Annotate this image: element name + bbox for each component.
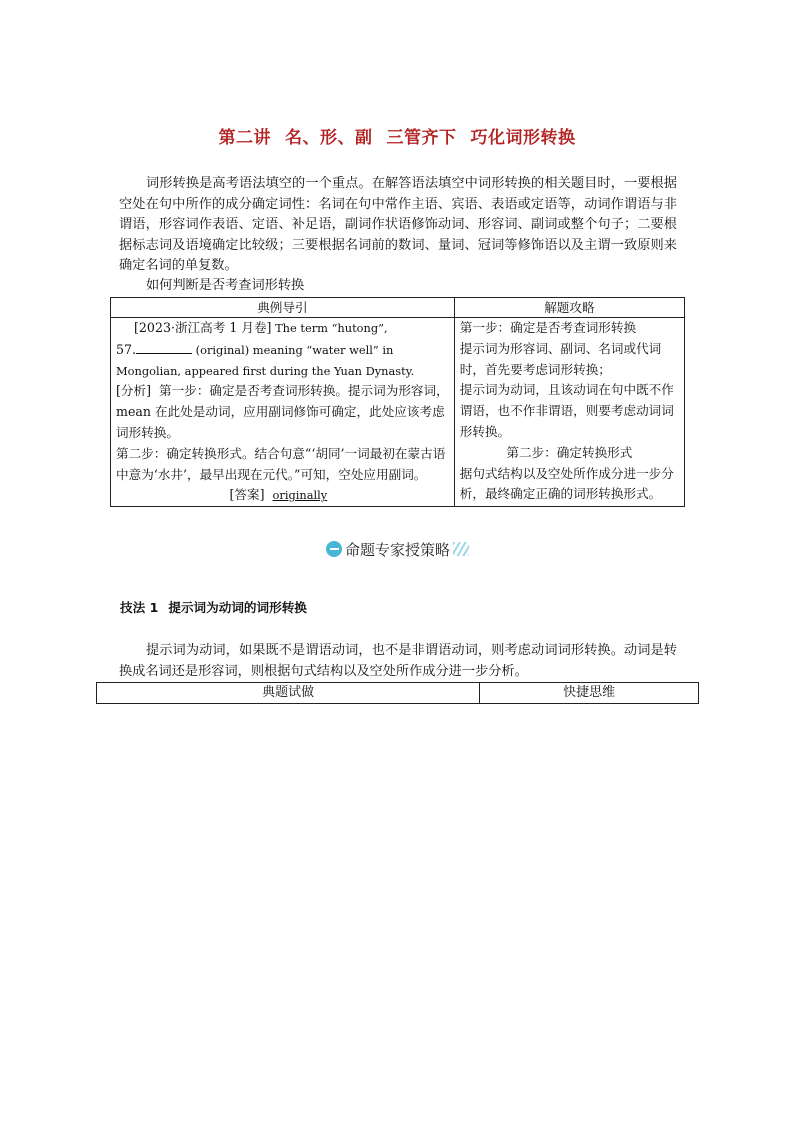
analysis-step-1-text: 第一步：确定是否考查词形转换。提示词为形容词，mean 在此处是动词，应用副词修饰可确定，此处应该考虑词形转换。 [116, 383, 449, 440]
skill-title: 提示词为动词的词形转换 [168, 600, 307, 615]
guide-table [110, 297, 685, 507]
strategy-cell [454, 318, 684, 507]
answer-label: [答案] [229, 487, 265, 503]
strategy-step-1: 第一步：确定是否考查词形转换 [459, 320, 637, 335]
strategy-step-2: 第二步：确定转换形式 [506, 444, 633, 460]
example-sentence-rest: (original) meaning “water well” in Mongolian, appeared first during the Yuan Dynasty. [116, 342, 415, 378]
answer-value: originally [272, 488, 328, 503]
example-line-1 [116, 318, 449, 339]
strategy-step-1a: 提示词为形容词、副词、名词或代词时，首先要考虑词形转换； [459, 340, 662, 377]
analysis-label: [分析] [116, 383, 152, 399]
header-practice: 典题试做 [97, 683, 480, 704]
example-sentence-start: The term “hutong”, [271, 321, 388, 335]
header-strategy: 解题攻略 [454, 298, 684, 318]
strategy-step-1b: 提示词为动词，且该动词在句中既不作谓语，也不作非谓语，则要考虑动词词形转换。 [459, 382, 674, 439]
guide-table-row [111, 318, 685, 507]
practice-table-header [97, 683, 699, 704]
title-part-approach: 三管齐下 [386, 128, 457, 148]
banner-text: 命题专家授策略 [345, 540, 451, 559]
analysis-step-1 [116, 381, 449, 443]
title-part-categories: 名、形、副 [285, 128, 373, 148]
example-cell [111, 318, 455, 507]
guide-table-header [111, 298, 685, 318]
lead-line: 如何判断是否考查词形转换 [146, 278, 305, 293]
analysis-step-2: 第二步：确定转换形式。结合句意“‘胡同’一词最初在蒙古语中意为‘水井’，最早出现在元代。”可知，空处应用副词。 [116, 445, 446, 482]
header-quick-thinking: 快捷思维 [480, 683, 699, 704]
title-part-lecture: 第二讲 [218, 128, 271, 148]
answer-blank [136, 339, 192, 354]
example-source: [2023·浙江高考 1 月卷] [134, 320, 272, 335]
title-part-topic: 巧化词形转换 [470, 128, 576, 148]
practice-table [96, 682, 699, 704]
skill-label: 技法 1 [120, 600, 159, 615]
section-banner [326, 538, 469, 560]
page-title [0, 123, 794, 148]
answer-line [116, 485, 449, 506]
minus-circle-icon [326, 541, 342, 557]
skill-paragraph: 提示词为动词，如果既不是谓语动词，也不是非谓语动词，则考虑动词词形转换。动词是转换成名词还是形容词，则根据句式结构以及空处所作成分进一步分析。 [119, 643, 677, 679]
strategy-step-2a: 据句式结构以及空处所作成分进一步分析，最终确定正确的词形转换形式。 [459, 465, 674, 502]
question-number: 57. [116, 341, 137, 357]
skill-heading [120, 597, 307, 616]
stripes-decoration-icon [453, 542, 469, 556]
header-example: 典例导引 [111, 298, 455, 318]
intro-paragraph: 词形转换是高考语法填空的一个重点。在解答语法填空中词形转换的相关题目时，一要根据空处在句中所作的成分确定词性：名词在句中常作主语、宾语、表语或定语等，动词作谓语与非谓语，形容词作表语、定语、补足语，副词作状语修饰动词、形容词、副词或整个句子；二要根据标志词及语境确定比较级；三要根据名词前的数词、量词、冠词等修饰语以及主谓一致原则来确定名词的单复数。 [119, 176, 677, 273]
example-line-2 [116, 339, 449, 382]
